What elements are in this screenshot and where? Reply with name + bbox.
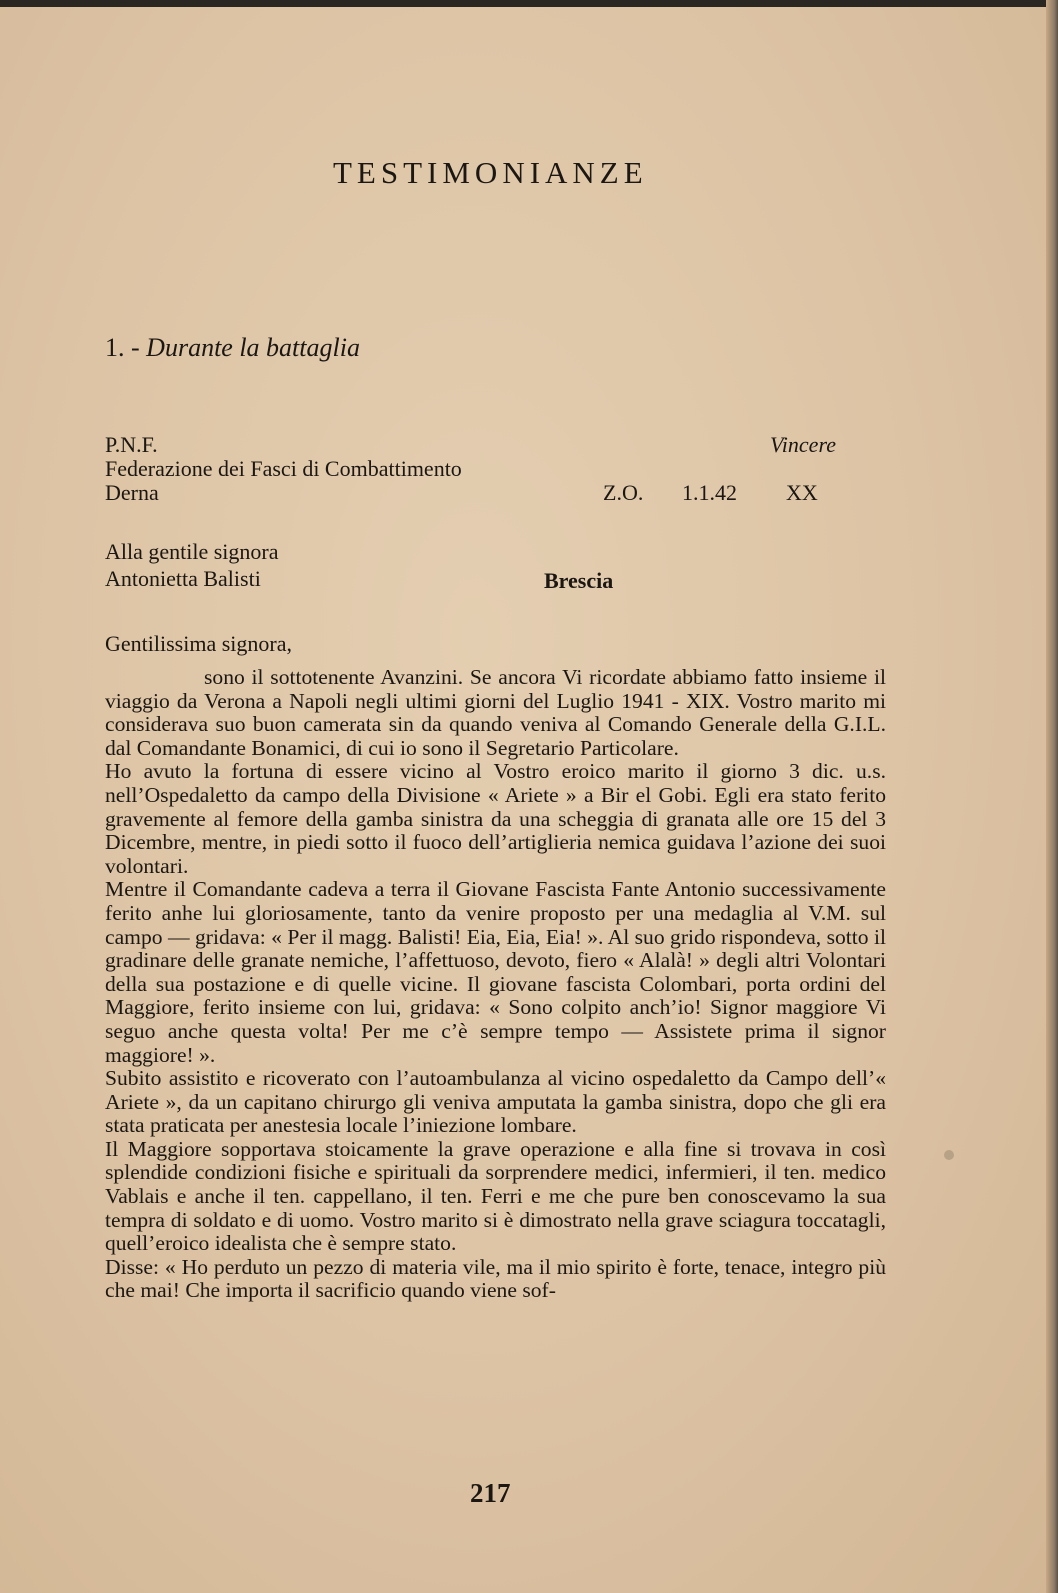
letter-date: 1.1.42 <box>682 480 737 505</box>
recipient-name: Antonietta Balisti <box>105 566 261 591</box>
paragraph: Il Maggiore sopportava stoicamente la grave operazione e alla fine si trovava in così splendide condizioni fisiche e spirituali da sorprendere medici, infermieri, il ten. medico Vablais e anche il ten. cappellano, il ten. Ferri e me che pure ben conoscevamo la sua tempra di soldato e di uomo. Vostro marito si è dimostrato nella grave sciagura toccatagli, quell’eroico idealista che è sempre stato. <box>105 1136 886 1256</box>
letter-place: Z.O. <box>603 480 644 505</box>
section-heading <box>105 333 360 363</box>
letter-year: XX <box>786 480 818 505</box>
paragraph: sono il sottotenente Avanzini. Se ancora Vi ricordate abbiamo fatto insieme il viaggio da Verona a Napoli negli ultimi giorni del Luglio 1941 - XIX. Vostro marito mi considerava suo buon camerata sin da quando veniva al Comando Generale della G.I.L. dal Comandante Bonamici, di cui io sono il Segretario Particolare. <box>105 665 886 760</box>
letter-org-line-1: P.N.F. <box>105 432 158 457</box>
letter-motto: Vincere <box>770 432 836 457</box>
page-edge-shadow <box>1046 0 1058 1593</box>
letter-body <box>105 666 886 1303</box>
letter-org-line-3: Derna <box>105 480 159 505</box>
letter-org-line-2: Federazione dei Fasci di Combattimento <box>105 456 462 481</box>
page-number: 217 <box>470 1478 511 1508</box>
top-border <box>0 0 1058 7</box>
salutation: Gentilissima signora, <box>105 631 292 656</box>
paragraph: Disse: « Ho perduto un pezzo di materia vile, ma il mio spirito è forte, tenace, integro più che mai! Che importa il sacrificio quando viene sof- <box>105 1254 886 1303</box>
section-title: Durante la battaglia <box>146 333 360 362</box>
section-number: 1. - <box>105 333 147 362</box>
paragraph: Subito assistito e ricoverato con l’autoambulanza al vicino ospedaletto da Campo dell’« Ariete », da un capitano chirurgo gli veniva amputata la gamba sinistra, dopo che gli era stata praticata per anestesia locale l’iniezione lombare. <box>105 1066 886 1138</box>
recipient-city: Brescia <box>544 568 614 593</box>
recipient-line-1: Alla gentile signora <box>105 539 279 564</box>
chapter-title: TESTIMONIANZE <box>333 155 648 190</box>
paper-blemish <box>944 1150 954 1160</box>
paragraph: Ho avuto la fortuna di essere vicino al Vostro eroico marito il giorno 3 dic. u.s. nell’Ospedaletto da campo della Divisione « Ariete » a Bir el Gobi. Egli era stato ferito gravemente al femore della gamba sinistra da una scheggia di granata alle ore 15 del 3 Dicembre, mentre, in piedi sotto il fuoco dell’artiglieria nemica guidava l’azione dei suoi volontari. <box>105 759 886 878</box>
paragraph: Mentre il Comandante cadeva a terra il Giovane Fascista Fante Antonio successivamente ferito anhe lui gloriosamente, tanto da venire proposto per una medaglia al V.M. sul campo — gridava: « Per il magg. Balisti! Eia, Eia, Eia! ». Al suo grido rispondeva, sotto il gradinare delle granate nemiche, l’affettuoso, devoto, fiero « Alalà! » degli altri Volontari della sua postazione e di quelle vicine. Il giovane fascista Colombari, porta ordini del Maggiore, ferito insieme con lui, gridava: « Sono colpito anch’io! Signor maggiore Vi seguo anche questa volta! Per me c’è sempre tempo — Assistete prima il signor maggiore! ». <box>105 877 886 1067</box>
